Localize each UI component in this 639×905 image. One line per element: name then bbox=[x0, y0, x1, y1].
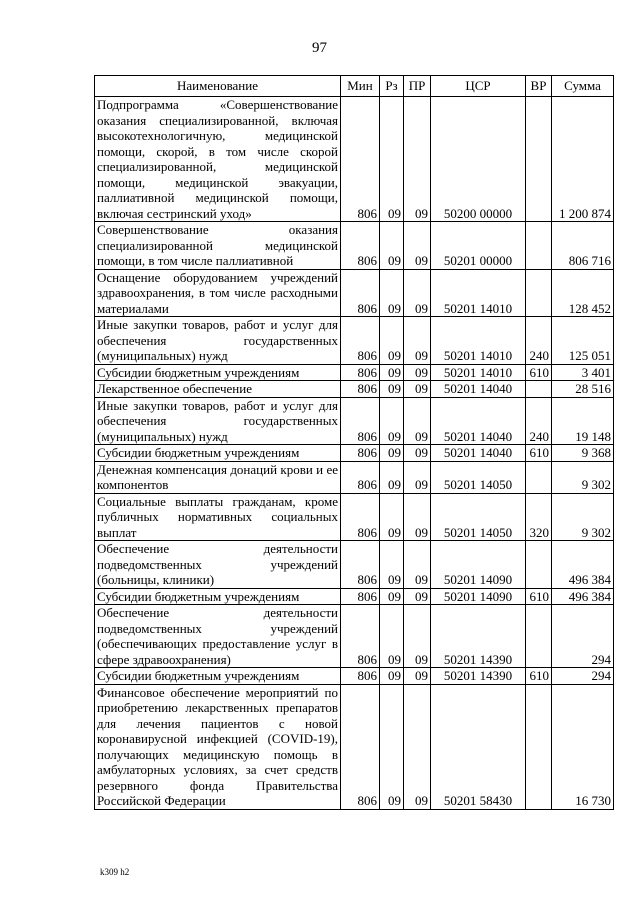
table-row bbox=[95, 684, 614, 809]
footer-code: k309 h2 bbox=[100, 867, 130, 877]
row-vr-cell: 610 bbox=[526, 588, 552, 605]
row-sum-cell: 806 716 bbox=[552, 222, 614, 270]
row-sum-cell: 294 bbox=[552, 605, 614, 668]
row-min-cell: 806 bbox=[341, 461, 380, 493]
row-sum-cell: 19 148 bbox=[552, 397, 614, 445]
row-min-cell: 806 bbox=[341, 588, 380, 605]
row-pr-cell: 09 bbox=[404, 317, 431, 365]
row-name-cell: Денежная компенсация донаций крови и ее компонентов bbox=[95, 461, 341, 493]
row-sum-cell: 3 401 bbox=[552, 364, 614, 381]
row-csr-cell: 50201 14010 bbox=[431, 317, 526, 365]
header-vr: ВР bbox=[526, 76, 552, 97]
row-vr-cell: 610 bbox=[526, 668, 552, 685]
row-min-cell: 806 bbox=[341, 317, 380, 365]
budget-table bbox=[94, 75, 614, 810]
table-row bbox=[95, 541, 614, 589]
row-pr-cell: 09 bbox=[404, 493, 431, 541]
row-pr-cell: 09 bbox=[404, 381, 431, 398]
row-sum-cell: 125 051 bbox=[552, 317, 614, 365]
page-number: 97 bbox=[312, 40, 327, 56]
row-pr-cell: 09 bbox=[404, 541, 431, 589]
row-pr-cell: 09 bbox=[404, 605, 431, 668]
header-csr: ЦСР bbox=[431, 76, 526, 97]
row-vr-cell: 320 bbox=[526, 493, 552, 541]
row-min-cell: 806 bbox=[341, 684, 380, 809]
row-vr-cell bbox=[526, 684, 552, 809]
row-min-cell: 806 bbox=[341, 97, 380, 222]
row-sum-cell: 28 516 bbox=[552, 381, 614, 398]
row-rz-cell: 09 bbox=[380, 684, 404, 809]
row-name-cell: Субсидии бюджетным учреждениям bbox=[95, 364, 341, 381]
row-sum-cell: 294 bbox=[552, 668, 614, 685]
row-name-cell: Социальные выплаты гражданам, кроме публичных нормативных социальных выплат bbox=[95, 493, 341, 541]
row-min-cell: 806 bbox=[341, 445, 380, 462]
row-pr-cell: 09 bbox=[404, 445, 431, 462]
row-csr-cell: 50201 14050 bbox=[431, 493, 526, 541]
row-name-cell: Оснащение оборудованием учреждений здравоохранения, в том числе расходными материалами bbox=[95, 269, 341, 317]
row-name-cell: Субсидии бюджетным учреждениям bbox=[95, 668, 341, 685]
row-name-cell: Подпрограмма «Совершенствование оказания специализированной, включая высокотехнологичную, медицинской помощи, скорой, в том числе скорой специализированной, медицинской помощи, медицинской эвакуации, паллиативной медицинской помощи, включая сестринский уход» bbox=[95, 97, 341, 222]
table-body bbox=[95, 97, 614, 810]
row-csr-cell: 50201 00000 bbox=[431, 222, 526, 270]
header-rz: Рз bbox=[380, 76, 404, 97]
row-pr-cell: 09 bbox=[404, 588, 431, 605]
row-min-cell: 806 bbox=[341, 541, 380, 589]
row-rz-cell: 09 bbox=[380, 364, 404, 381]
row-min-cell: 806 bbox=[341, 269, 380, 317]
row-sum-cell: 496 384 bbox=[552, 588, 614, 605]
row-pr-cell: 09 bbox=[404, 222, 431, 270]
row-vr-cell bbox=[526, 541, 552, 589]
row-vr-cell bbox=[526, 222, 552, 270]
row-rz-cell: 09 bbox=[380, 317, 404, 365]
row-vr-cell bbox=[526, 269, 552, 317]
row-rz-cell: 09 bbox=[380, 445, 404, 462]
row-min-cell: 806 bbox=[341, 668, 380, 685]
header-sum: Сумма bbox=[552, 76, 614, 97]
row-sum-cell: 9 368 bbox=[552, 445, 614, 462]
row-name-cell: Совершенствование оказания специализированной медицинской помощи, в том числе паллиативной bbox=[95, 222, 341, 270]
row-pr-cell: 09 bbox=[404, 684, 431, 809]
row-csr-cell: 50201 14040 bbox=[431, 445, 526, 462]
table-row bbox=[95, 364, 614, 381]
table-row bbox=[95, 317, 614, 365]
row-min-cell: 806 bbox=[341, 364, 380, 381]
header-pr: ПР bbox=[404, 76, 431, 97]
table-row bbox=[95, 605, 614, 668]
row-rz-cell: 09 bbox=[380, 397, 404, 445]
row-name-cell: Иные закупки товаров, работ и услуг для обеспечения государственных (муниципальных) нужд bbox=[95, 397, 341, 445]
row-rz-cell: 09 bbox=[380, 461, 404, 493]
row-csr-cell: 50201 14390 bbox=[431, 605, 526, 668]
row-min-cell: 806 bbox=[341, 605, 380, 668]
row-sum-cell: 1 200 874 bbox=[552, 97, 614, 222]
table-row bbox=[95, 588, 614, 605]
table-row bbox=[95, 269, 614, 317]
row-rz-cell: 09 bbox=[380, 269, 404, 317]
row-csr-cell: 50201 14390 bbox=[431, 668, 526, 685]
table-row bbox=[95, 668, 614, 685]
row-pr-cell: 09 bbox=[404, 668, 431, 685]
row-rz-cell: 09 bbox=[380, 493, 404, 541]
row-pr-cell: 09 bbox=[404, 461, 431, 493]
row-name-cell: Субсидии бюджетным учреждениям bbox=[95, 445, 341, 462]
row-sum-cell: 496 384 bbox=[552, 541, 614, 589]
row-vr-cell: 240 bbox=[526, 397, 552, 445]
row-pr-cell: 09 bbox=[404, 364, 431, 381]
row-rz-cell: 09 bbox=[380, 588, 404, 605]
row-name-cell: Обеспечение деятельности подведомственных учреждений (обеспечивающих предоставление услуг в сфере здравоохранения) bbox=[95, 605, 341, 668]
row-name-cell: Лекарственное обеспечение bbox=[95, 381, 341, 398]
row-pr-cell: 09 bbox=[404, 97, 431, 222]
row-csr-cell: 50200 00000 bbox=[431, 97, 526, 222]
table-row bbox=[95, 397, 614, 445]
row-name-cell: Иные закупки товаров, работ и услуг для обеспечения государственных (муниципальных) нужд bbox=[95, 317, 341, 365]
table-row bbox=[95, 97, 614, 222]
row-csr-cell: 50201 58430 bbox=[431, 684, 526, 809]
row-vr-cell: 610 bbox=[526, 364, 552, 381]
header-name: Наименование bbox=[95, 76, 341, 97]
table-row bbox=[95, 381, 614, 398]
table-header-row bbox=[95, 76, 614, 97]
table-row bbox=[95, 493, 614, 541]
row-pr-cell: 09 bbox=[404, 269, 431, 317]
row-vr-cell bbox=[526, 605, 552, 668]
row-csr-cell: 50201 14090 bbox=[431, 541, 526, 589]
table-row bbox=[95, 222, 614, 270]
row-rz-cell: 09 bbox=[380, 222, 404, 270]
row-csr-cell: 50201 14090 bbox=[431, 588, 526, 605]
row-csr-cell: 50201 14050 bbox=[431, 461, 526, 493]
row-sum-cell: 9 302 bbox=[552, 493, 614, 541]
row-vr-cell bbox=[526, 461, 552, 493]
row-csr-cell: 50201 14010 bbox=[431, 269, 526, 317]
row-sum-cell: 16 730 bbox=[552, 684, 614, 809]
row-vr-cell bbox=[526, 97, 552, 222]
row-min-cell: 806 bbox=[341, 397, 380, 445]
row-pr-cell: 09 bbox=[404, 397, 431, 445]
row-vr-cell bbox=[526, 381, 552, 398]
row-name-cell: Субсидии бюджетным учреждениям bbox=[95, 588, 341, 605]
row-csr-cell: 50201 14010 bbox=[431, 364, 526, 381]
row-name-cell: Финансовое обеспечение мероприятий по приобретению лекарственных препаратов для лечения пациентов с новой коронавирусной инфекцией (COVID-19), получающих медицинскую помощь в амбулаторных условиях, за счет средств резервного фонда Правительства Российской Федерации bbox=[95, 684, 341, 809]
row-rz-cell: 09 bbox=[380, 381, 404, 398]
row-rz-cell: 09 bbox=[380, 97, 404, 222]
row-name-cell: Обеспечение деятельности подведомственных учреждений (больницы, клиники) bbox=[95, 541, 341, 589]
row-csr-cell: 50201 14040 bbox=[431, 397, 526, 445]
row-vr-cell: 240 bbox=[526, 317, 552, 365]
row-rz-cell: 09 bbox=[380, 605, 404, 668]
header-min: Мин bbox=[341, 76, 380, 97]
row-vr-cell: 610 bbox=[526, 445, 552, 462]
row-sum-cell: 128 452 bbox=[552, 269, 614, 317]
row-rz-cell: 09 bbox=[380, 541, 404, 589]
row-rz-cell: 09 bbox=[380, 668, 404, 685]
row-csr-cell: 50201 14040 bbox=[431, 381, 526, 398]
row-min-cell: 806 bbox=[341, 493, 380, 541]
table-row bbox=[95, 445, 614, 462]
row-sum-cell: 9 302 bbox=[552, 461, 614, 493]
row-min-cell: 806 bbox=[341, 381, 380, 398]
row-min-cell: 806 bbox=[341, 222, 380, 270]
table-row bbox=[95, 461, 614, 493]
